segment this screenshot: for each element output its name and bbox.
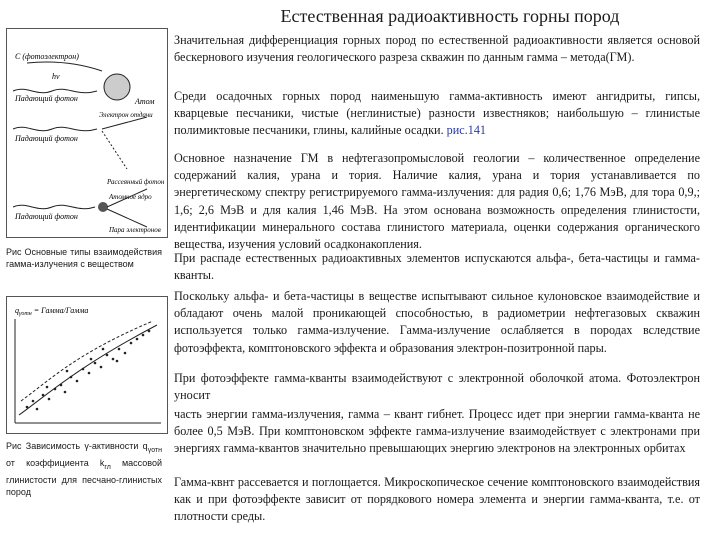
paragraph-8: Гамма-квнт рассевается и поглощается. Микроскопическое сечение комптоновского взаимодействия как и при фотоэффекте зависит от порядкового номера элемента и энергии гамма-кванта, т.е. от плотности среды.	[174, 475, 700, 524]
nucleus-label: Атомное ядро	[109, 193, 152, 201]
pair-label: Пара электронов	[109, 226, 161, 234]
hv-label-1: hν	[52, 72, 60, 81]
paragraph-5: Поскольку альфа- и бета-частицы в веществе испытывают сильное кулоновское взаимодействие и обладают очень малой проникающей способностью, в радиометрии нефтегазовых скважин используется только гамма-излучение. Гамма-излучение ослабляется в породах вследствие фотоэффекта, комптоновского эффекта и образования электрон-позитронной пары.	[174, 289, 700, 355]
scatter-points	[26, 330, 151, 411]
paragraph-4: При распаде естественных радиоактивных элементов испускаются альфа-, бета-частицы и гамма-кванты.	[174, 251, 700, 283]
figure1-caption: Рис Основные типы взаимодействия гамма-излучения с веществом	[6, 247, 162, 269]
paragraph-2: Среди осадочных горных пород наименьшую гамма-активность имеют ангидриты, гипсы, кварцевые песчаники, чистые (неглинистые) разности известняков; наибольшую – глинистые полимиктовые песчаники, глины, калийные осадки. рис.141	[174, 89, 700, 138]
interaction-diagram	[7, 29, 167, 237]
figure-interactions	[6, 28, 168, 238]
photoelectron-label: C (фотоэлектрон)	[15, 52, 79, 61]
figure-reference-link[interactable]: рис.141	[446, 123, 487, 138]
atom-label: Атом	[135, 97, 155, 106]
figure-gamma-vs-clay	[6, 296, 168, 434]
incident-photon-label-2: Падающий фотон	[15, 134, 78, 143]
incident-photon-label-1: Падающий фотон	[15, 94, 78, 103]
scattered-photon-label: Рассеянный фотон	[107, 178, 165, 186]
page-title: Естественная радиоактивность горны пород	[280, 6, 620, 26]
paragraph-1: Значительная дифференциация горных пород по естественной радиоактивности является основой бескернового изучения геологического разреза скважин по данным гамма – метода(ГМ).	[174, 33, 700, 65]
paragraph-3: Основное назначение ГМ в нефтегазопромысловой геологии – количественное определение содержаний калия, урана и тория. Наличие калия, урана и тория устанавливается по энергетическому спектру регистрируемого гамма-излучения: для радия 0,6; 1,76 МэВ, для тора 0,9,; 1,6; 2,6 МэВ и для калия 1,46 МэВ. На этом основана возможность определения глинистости, идентификации минерального состава глинистого материала, оценки содержания органического вещества, изучения условий осадконакопления.	[174, 151, 700, 252]
recoil-label: Электрон отдачи	[99, 111, 153, 119]
scatter-plot	[7, 297, 167, 433]
nucleus-shape	[98, 202, 108, 212]
incident-photon-label-3: Падающий фотон	[15, 212, 78, 221]
paragraph-6: При фотоэффекте гамма-кванты взаимодействуют с электронной оболочкой атома. Фотоэлектрон уносит	[174, 371, 700, 403]
atom-shape	[104, 74, 130, 100]
paragraph-7: часть энергии гамма-излучения, гамма – квант гибнет. Процесс идет при энергии гамма-кванта не более 0,5 МэВ. При комптоновском эффекте гамма-излучение взаимодействует с электронами при энергиях гамма-квантов значительно превышающих энергию электронов на электронных орбитах	[174, 407, 700, 456]
scatter-ylabel: $q_{\gamma отн}$ = Гамма/Гамма	[15, 306, 89, 317]
figure2-caption: Рис Зависимость γ-активности $q_{\gamma отн}$ от коэффициента $k_{гл}$ массовой глинистости для песчано-глинистых пород	[6, 441, 162, 497]
